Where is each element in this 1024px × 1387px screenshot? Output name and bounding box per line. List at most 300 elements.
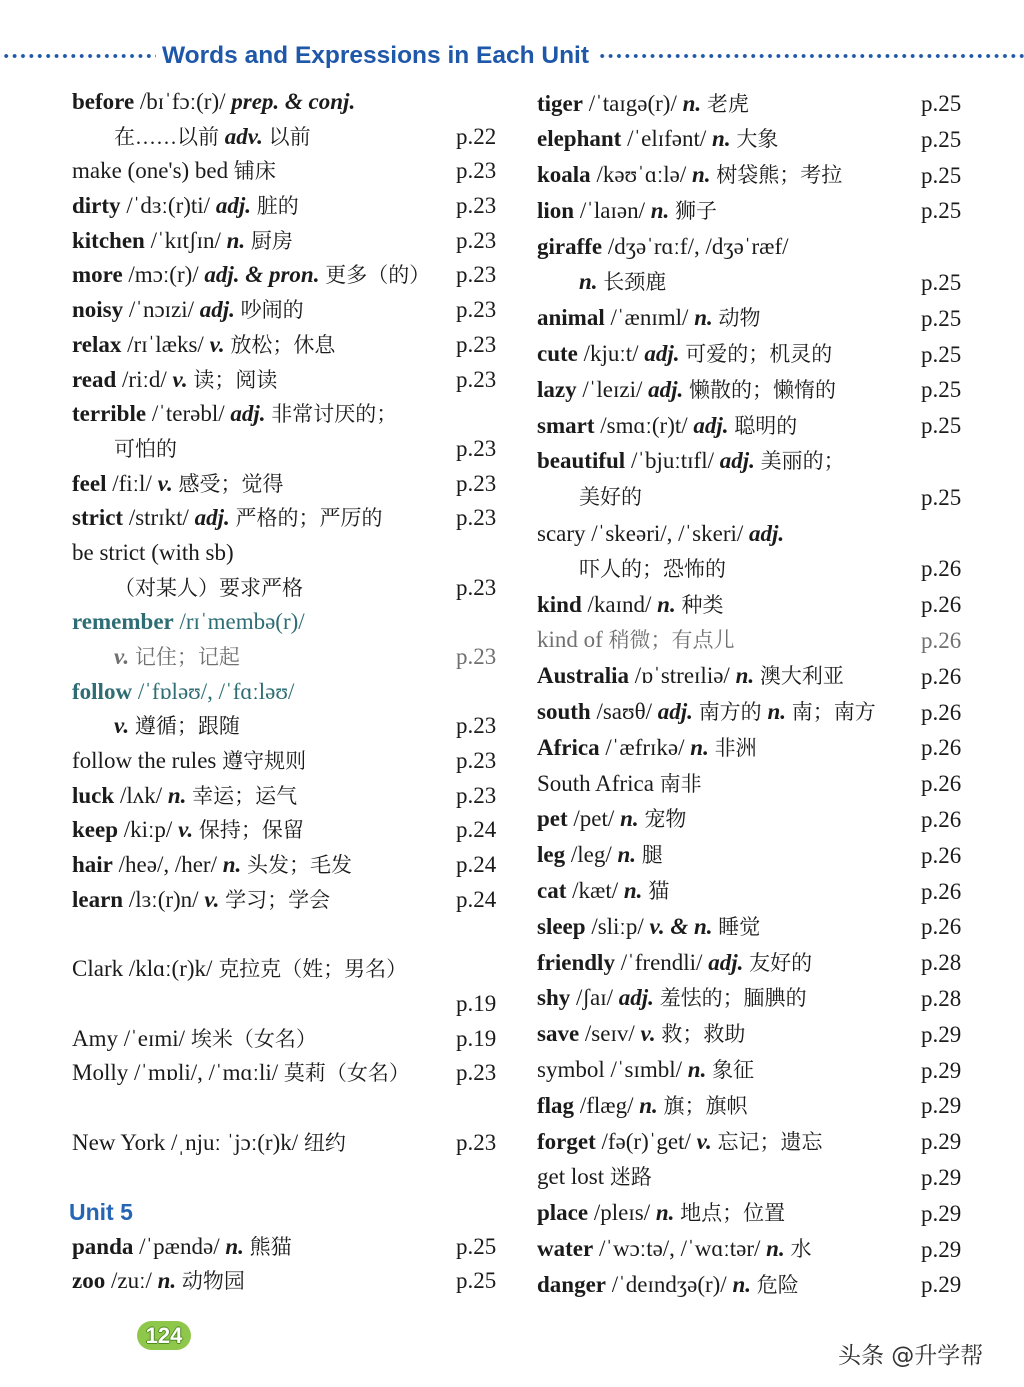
phonetic: /mɔː(r)/: [128, 262, 199, 288]
entry-text: [537, 300, 921, 337]
entry-text: [72, 779, 456, 814]
headword: panda: [72, 1233, 134, 1259]
entry-text: [537, 516, 921, 552]
page-reference: p.25: [921, 126, 962, 152]
part-of-speech: adv.: [224, 123, 263, 149]
entry-line: [537, 587, 969, 623]
page-reference: p.19: [456, 1025, 497, 1051]
part-of-speech: n.: [735, 663, 755, 689]
phonetic: /saʊθ/: [596, 699, 653, 725]
headword: beautiful: [537, 448, 626, 474]
entry-line: [537, 301, 969, 337]
chinese-meaning: 吵闹的: [240, 298, 304, 323]
part-of-speech: adj.: [693, 412, 729, 438]
entry-text: [537, 1195, 921, 1232]
headword: sleep: [537, 913, 586, 939]
entry-text: [537, 157, 921, 194]
page-reference: p.23: [456, 366, 497, 392]
phonetic: /klɑː(r)k/: [128, 956, 213, 982]
entry-line: [537, 874, 969, 910]
phonetic: /lʌk/: [119, 782, 163, 808]
page-reference: p.23: [456, 435, 497, 461]
page-reference: p.25: [921, 305, 962, 331]
headword: symbol: [537, 1057, 605, 1083]
entry-line: [537, 909, 969, 945]
entry-line: [537, 838, 969, 874]
entry-continuation-line: [72, 709, 502, 744]
headword: noisy: [72, 297, 124, 323]
entry-text: [537, 336, 921, 373]
part-of-speech: adj. & pron.: [204, 262, 320, 288]
entry-line: [72, 1126, 502, 1161]
unit-heading: Unit 5: [69, 1199, 133, 1225]
chinese-meaning: 幸运；运气: [192, 783, 298, 808]
page-reference: p.24: [456, 817, 497, 843]
part-of-speech: n.: [767, 699, 786, 725]
entry-line: [72, 189, 502, 224]
page-reference: p.23: [456, 297, 497, 323]
headword: flag: [537, 1092, 575, 1118]
page-reference: p.25: [921, 91, 962, 116]
part-of-speech: adj.: [230, 401, 266, 427]
chinese-meaning: 头发；毛发: [247, 853, 353, 878]
chinese-meaning: 放松；休息: [230, 332, 336, 357]
entry-line: [537, 981, 969, 1017]
entry-text: [72, 328, 456, 363]
page-reference: p.25: [921, 484, 962, 510]
phonetic: /riːd/: [122, 366, 167, 392]
entry-line: [537, 337, 969, 373]
headword: pet: [537, 806, 568, 832]
headword: relax: [72, 331, 122, 357]
entry-text: [72, 85, 456, 120]
page-reference: p.29: [921, 1093, 962, 1119]
entry-line: [537, 1124, 969, 1160]
headword: forget: [537, 1128, 596, 1154]
entry-line: [537, 802, 969, 838]
chinese-meaning: 南；南方: [791, 700, 876, 725]
headword: tiger: [537, 90, 583, 116]
entry-text: [537, 264, 921, 301]
entry-continuation-line: [72, 571, 502, 606]
headword: cute: [537, 341, 578, 367]
headword: lion: [537, 197, 575, 223]
entry-text: [72, 1056, 456, 1091]
entry-text: [72, 1126, 456, 1161]
part-of-speech: n.: [617, 842, 637, 868]
chinese-meaning: 吓人的；恐怖的: [579, 556, 726, 581]
chinese-meaning: 铺床: [233, 159, 276, 184]
page-reference: p.23: [456, 782, 497, 808]
chinese-meaning: 水: [790, 1237, 812, 1261]
entry-continuation-line: [72, 120, 502, 155]
chinese-meaning: 记住；记起: [134, 645, 240, 669]
entry-line: [537, 229, 969, 265]
part-of-speech: n.: [157, 1268, 177, 1294]
headword: danger: [537, 1271, 606, 1297]
headword: Clark: [72, 956, 124, 982]
page-reference: p.29: [921, 1236, 962, 1262]
part-of-speech: n.: [650, 197, 670, 223]
entry-group: [72, 1126, 502, 1161]
part-of-speech: v.: [114, 644, 130, 669]
headword: koala: [537, 162, 591, 188]
entry-text: [537, 1016, 921, 1053]
headword: cat: [537, 878, 567, 904]
entry-line: [72, 813, 502, 848]
chinese-meaning: 保持；保留: [198, 818, 304, 843]
headword: zoo: [72, 1268, 106, 1294]
chinese-meaning: 严格的；严厉的: [235, 506, 383, 531]
phonetic: /ˈmɒli/, /ˈmɑːli/: [133, 1060, 279, 1086]
part-of-speech: n.: [639, 1092, 658, 1118]
entry-text: [537, 980, 921, 1017]
headword: remember: [72, 609, 174, 635]
phonetic: /ˈleɪzi/: [582, 376, 643, 402]
headword: learn: [72, 886, 124, 912]
entry-line: [537, 623, 969, 659]
entry-line: [72, 675, 502, 710]
entry-line: [537, 695, 969, 731]
phonetic: /fiːl/: [112, 470, 152, 496]
entry-group: [537, 86, 969, 1303]
phonetic: /seɪv/: [584, 1021, 635, 1047]
entry-line: [72, 848, 502, 883]
phonetic: /ˈdeɪndʒə(r)/: [611, 1271, 727, 1297]
part-of-speech: n.: [766, 1236, 785, 1261]
entry-text: [72, 536, 456, 571]
headword: New York: [72, 1129, 166, 1155]
entry-text: [72, 571, 456, 606]
phonetic: /ˈskeəri/, /ˈskeri/: [591, 520, 744, 546]
entry-line: [72, 85, 502, 120]
entry-line: [72, 883, 502, 918]
right-column: [537, 86, 969, 1303]
headword: south: [537, 699, 591, 725]
phonetic: /ˈdɜː(r)ti/: [126, 193, 211, 219]
phonetic: /ˈpændə/: [139, 1233, 220, 1259]
page-reference: p.28: [921, 950, 962, 976]
entry-line: [72, 536, 502, 571]
headword: Amy: [72, 1025, 118, 1051]
entry-text: [537, 229, 921, 265]
headword: friendly: [537, 949, 615, 975]
page-reference: p.23: [456, 227, 497, 253]
entry-text: [537, 372, 921, 409]
phonetic: /ʃaɪ/: [576, 985, 614, 1011]
headword: get lost: [537, 1164, 605, 1190]
page-reference: p.25: [921, 341, 962, 367]
entry-text: [72, 744, 456, 779]
headword: smart: [537, 412, 595, 438]
page-reference: p.26: [921, 878, 962, 904]
part-of-speech: adj.: [708, 949, 744, 975]
headword: South Africa: [537, 770, 654, 796]
phonetic: /sliːp/: [591, 913, 644, 939]
entry-text: [537, 1052, 921, 1089]
entry-text: [72, 189, 456, 224]
phonetic: /ˈfrendli/: [620, 949, 703, 975]
entry-line: [537, 193, 969, 229]
watermark: 头条 @升学帮: [838, 1343, 984, 1369]
entry-line: [72, 1230, 502, 1265]
entry-continuation-line: [72, 640, 502, 675]
entry-text: [72, 363, 456, 398]
headword: keep: [72, 817, 118, 843]
part-of-speech: n.: [226, 227, 246, 253]
chinese-meaning: 象征: [712, 1058, 755, 1083]
part-of-speech: n.: [690, 734, 709, 760]
entry-text: [72, 154, 456, 189]
part-of-speech: adj.: [719, 448, 755, 474]
chinese-meaning: 友好的: [749, 950, 813, 975]
page-reference: p.25: [921, 269, 962, 295]
headword: kitchen: [72, 227, 145, 253]
page-reference: p.23: [456, 1060, 497, 1086]
entry-text: [72, 1022, 456, 1057]
entry-text: [72, 1230, 456, 1265]
page-reference: p.25: [456, 1268, 497, 1294]
chinese-meaning: 危险: [756, 1272, 799, 1297]
phonetic: /fə(r)ˈget/: [601, 1128, 691, 1154]
entry-text: [72, 640, 456, 675]
part-of-speech: v.: [178, 817, 194, 843]
headword: Molly: [72, 1060, 129, 1086]
phonetic: /bɪˈfɔː(r)/: [139, 89, 226, 114]
entry-text: [537, 622, 921, 659]
chinese-meaning: 旗；旗帜: [663, 1093, 748, 1118]
entry-text: [72, 952, 456, 987]
page-reference: p.26: [921, 627, 962, 653]
chinese-meaning: 忘记；遗忘: [717, 1129, 823, 1154]
page-reference: p.25: [456, 1233, 497, 1259]
dotted-rule: [596, 41, 1024, 71]
page-reference: p.23: [456, 193, 497, 219]
entry-group: [69, 1195, 502, 1299]
entry-line: [537, 516, 969, 552]
entry-text: [537, 121, 921, 158]
entry-continuation-line: [537, 551, 969, 587]
chinese-meaning: 以前: [268, 124, 311, 149]
page-reference: p.23: [456, 713, 497, 739]
chinese-meaning: 克拉克（姓；男名）: [218, 957, 408, 982]
entry-line: [537, 408, 969, 444]
headword: kind: [537, 591, 582, 617]
headword: water: [537, 1236, 594, 1261]
chinese-meaning: 迷路: [609, 1165, 652, 1190]
entry-text: [537, 945, 921, 982]
entry-text: [537, 1124, 921, 1161]
chinese-meaning: 美丽的；: [760, 449, 845, 474]
part-of-speech: adj.: [657, 699, 693, 725]
headword: more: [72, 262, 123, 288]
phonetic: /ˈbjuːtɪfl/: [630, 448, 714, 474]
page-reference: p.23: [456, 470, 497, 496]
chinese-meaning: 大象: [736, 127, 779, 152]
chinese-meaning: 熊猫: [249, 1234, 292, 1259]
page-reference: p.22: [456, 123, 497, 149]
part-of-speech: v.: [114, 713, 130, 739]
entry-line: [72, 224, 502, 259]
headword: kind of: [537, 627, 603, 653]
phonetic: /heə/, /her/: [118, 852, 217, 878]
part-of-speech: n.: [167, 782, 187, 808]
chinese-meaning: 遵守规则: [222, 749, 307, 774]
entry-text: [72, 293, 456, 328]
chinese-meaning: 稍微；有点儿: [608, 628, 735, 653]
page-reference: p.29: [921, 1200, 962, 1226]
chinese-meaning: 纽约: [303, 1130, 346, 1155]
page-reference: p.25: [921, 377, 962, 403]
entry-text: [72, 501, 456, 536]
phonetic: /ˈlaɪən/: [579, 197, 645, 223]
page-reference: p.26: [921, 842, 962, 868]
part-of-speech: n.: [579, 269, 598, 295]
page-reference: p.23: [456, 262, 497, 288]
chinese-meaning: 懒散的；懒惰的: [689, 377, 837, 402]
entry-text: [72, 224, 456, 259]
chinese-meaning: 感受；觉得: [178, 471, 284, 496]
part-of-speech: v.: [157, 470, 173, 496]
page-reference: p.23: [456, 331, 497, 357]
entry-text: [537, 873, 921, 910]
entry-line: [72, 154, 502, 189]
page-reference: p.26: [921, 699, 962, 725]
entry-line: [537, 1053, 969, 1089]
page-reference: p.26: [921, 806, 962, 832]
chinese-meaning: 腿: [641, 843, 663, 868]
entry-line: [537, 730, 969, 766]
phonetic: /kjuːt/: [583, 341, 639, 367]
headword: Australia: [537, 663, 629, 689]
page-reference: p.25: [921, 198, 962, 224]
chinese-meaning: 动物: [718, 306, 761, 331]
phonetic: /ˈtaɪgə(r)/: [588, 90, 677, 116]
headword: leg: [537, 842, 566, 868]
phonetic: /ˈæfrɪkə/: [605, 734, 685, 760]
header-title: Words and Expressions in Each Unit: [162, 42, 590, 69]
entry-line: [72, 1264, 502, 1299]
headword: giraffe: [537, 234, 603, 260]
entry-text: [72, 1264, 456, 1299]
chinese-meaning: 狮子: [675, 198, 718, 223]
headword: shy: [537, 985, 571, 1011]
headword: be strict (with sb): [72, 539, 234, 565]
part-of-speech: adj.: [644, 341, 680, 367]
chinese-meaning: 脏的: [256, 194, 299, 219]
entry-text: [537, 909, 921, 946]
phonetic: /ˈterəbl/: [151, 401, 225, 427]
page-reference: p.23: [456, 1129, 497, 1155]
entry-line: [537, 372, 969, 408]
phonetic: /rɪˈlæks/: [127, 331, 204, 357]
page-reference: p.26: [921, 914, 962, 940]
page-reference: p.26: [921, 592, 962, 618]
chinese-meaning: 厨房: [250, 228, 293, 253]
headword: strict: [72, 505, 124, 531]
entry-line: [72, 744, 502, 779]
headword: follow the rules: [72, 748, 217, 774]
phonetic: /ˈkɪtʃɪn/: [150, 227, 221, 253]
entry-line: [72, 1022, 502, 1057]
phonetic: /rɪˈmembə(r)/: [179, 609, 305, 635]
entry-line: [537, 659, 969, 695]
chinese-meaning: 长颈鹿: [603, 270, 667, 295]
entry-line: [537, 766, 969, 802]
entry-text: [537, 551, 921, 588]
entry-text: [72, 258, 456, 293]
entry-line: [72, 1056, 502, 1091]
part-of-speech: v.: [640, 1021, 656, 1047]
entry-line: [537, 945, 969, 981]
phonetic: /dʒəˈrɑːf/, /dʒəˈræf/: [607, 234, 789, 260]
headword: scary: [537, 520, 586, 546]
entry-line: [72, 293, 502, 328]
phonetic: /lɜː(r)n/: [128, 886, 199, 912]
headword: feel: [72, 470, 107, 496]
headword: Africa: [537, 734, 600, 760]
page-reference: p.24: [456, 886, 497, 912]
headword: save: [537, 1021, 580, 1047]
entry-line: [72, 501, 502, 536]
part-of-speech: adj.: [194, 505, 230, 531]
headword: lazy: [537, 376, 577, 402]
page-reference: p.29: [921, 1272, 962, 1298]
chinese-meaning: 埃米（女名）: [190, 1026, 317, 1051]
chinese-meaning: 澳大利亚: [759, 664, 844, 689]
page-reference: p.26: [921, 663, 962, 689]
phonetic: /ˈwɔːtə/, /ˈwɑːtər/: [598, 1236, 761, 1261]
phonetic: /kəʊˈɑːlə/: [596, 162, 687, 188]
phonetic: /flæg/: [579, 1092, 634, 1118]
part-of-speech: prep. & conj.: [231, 89, 356, 114]
phonetic: /kiːp/: [123, 817, 173, 843]
entry-text: [72, 432, 456, 467]
part-of-speech: n.: [691, 162, 711, 188]
phonetic: /ˈnɔɪzi/: [128, 297, 195, 323]
part-of-speech: n.: [655, 1200, 675, 1226]
headword: follow: [72, 678, 133, 704]
headword: make (one's) bed: [72, 158, 229, 184]
part-of-speech: v.: [209, 331, 225, 357]
part-of-speech: n.: [222, 852, 242, 878]
part-of-speech: n.: [657, 591, 676, 617]
headword: dirty: [72, 193, 121, 219]
page-reference: p.29: [921, 1057, 962, 1083]
entry-text: [537, 408, 921, 445]
page-reference: p.23: [456, 574, 497, 600]
entry-line: [72, 397, 502, 432]
part-of-speech: adj.: [618, 985, 654, 1011]
entry-text: [72, 848, 456, 883]
entry-continuation-line: [537, 480, 969, 516]
page-reference: p.23: [456, 505, 497, 531]
page-reference: p.23: [456, 748, 497, 774]
chinese-meaning: 读；阅读: [193, 367, 278, 392]
entry-text: [537, 587, 921, 624]
page-reference: p.23: [456, 644, 497, 669]
phonetic: /kaɪnd/: [587, 591, 652, 617]
headword: animal: [537, 305, 605, 331]
phonetic: /leg/: [570, 842, 612, 868]
entry-group: [72, 952, 502, 1091]
headword: elephant: [537, 126, 622, 152]
chinese-meaning: 救；救助: [661, 1022, 746, 1047]
entry-line: [72, 363, 502, 398]
entry-line: [537, 122, 969, 158]
page-reference: p.29: [921, 1164, 962, 1190]
page-reference: p.28: [921, 985, 962, 1011]
